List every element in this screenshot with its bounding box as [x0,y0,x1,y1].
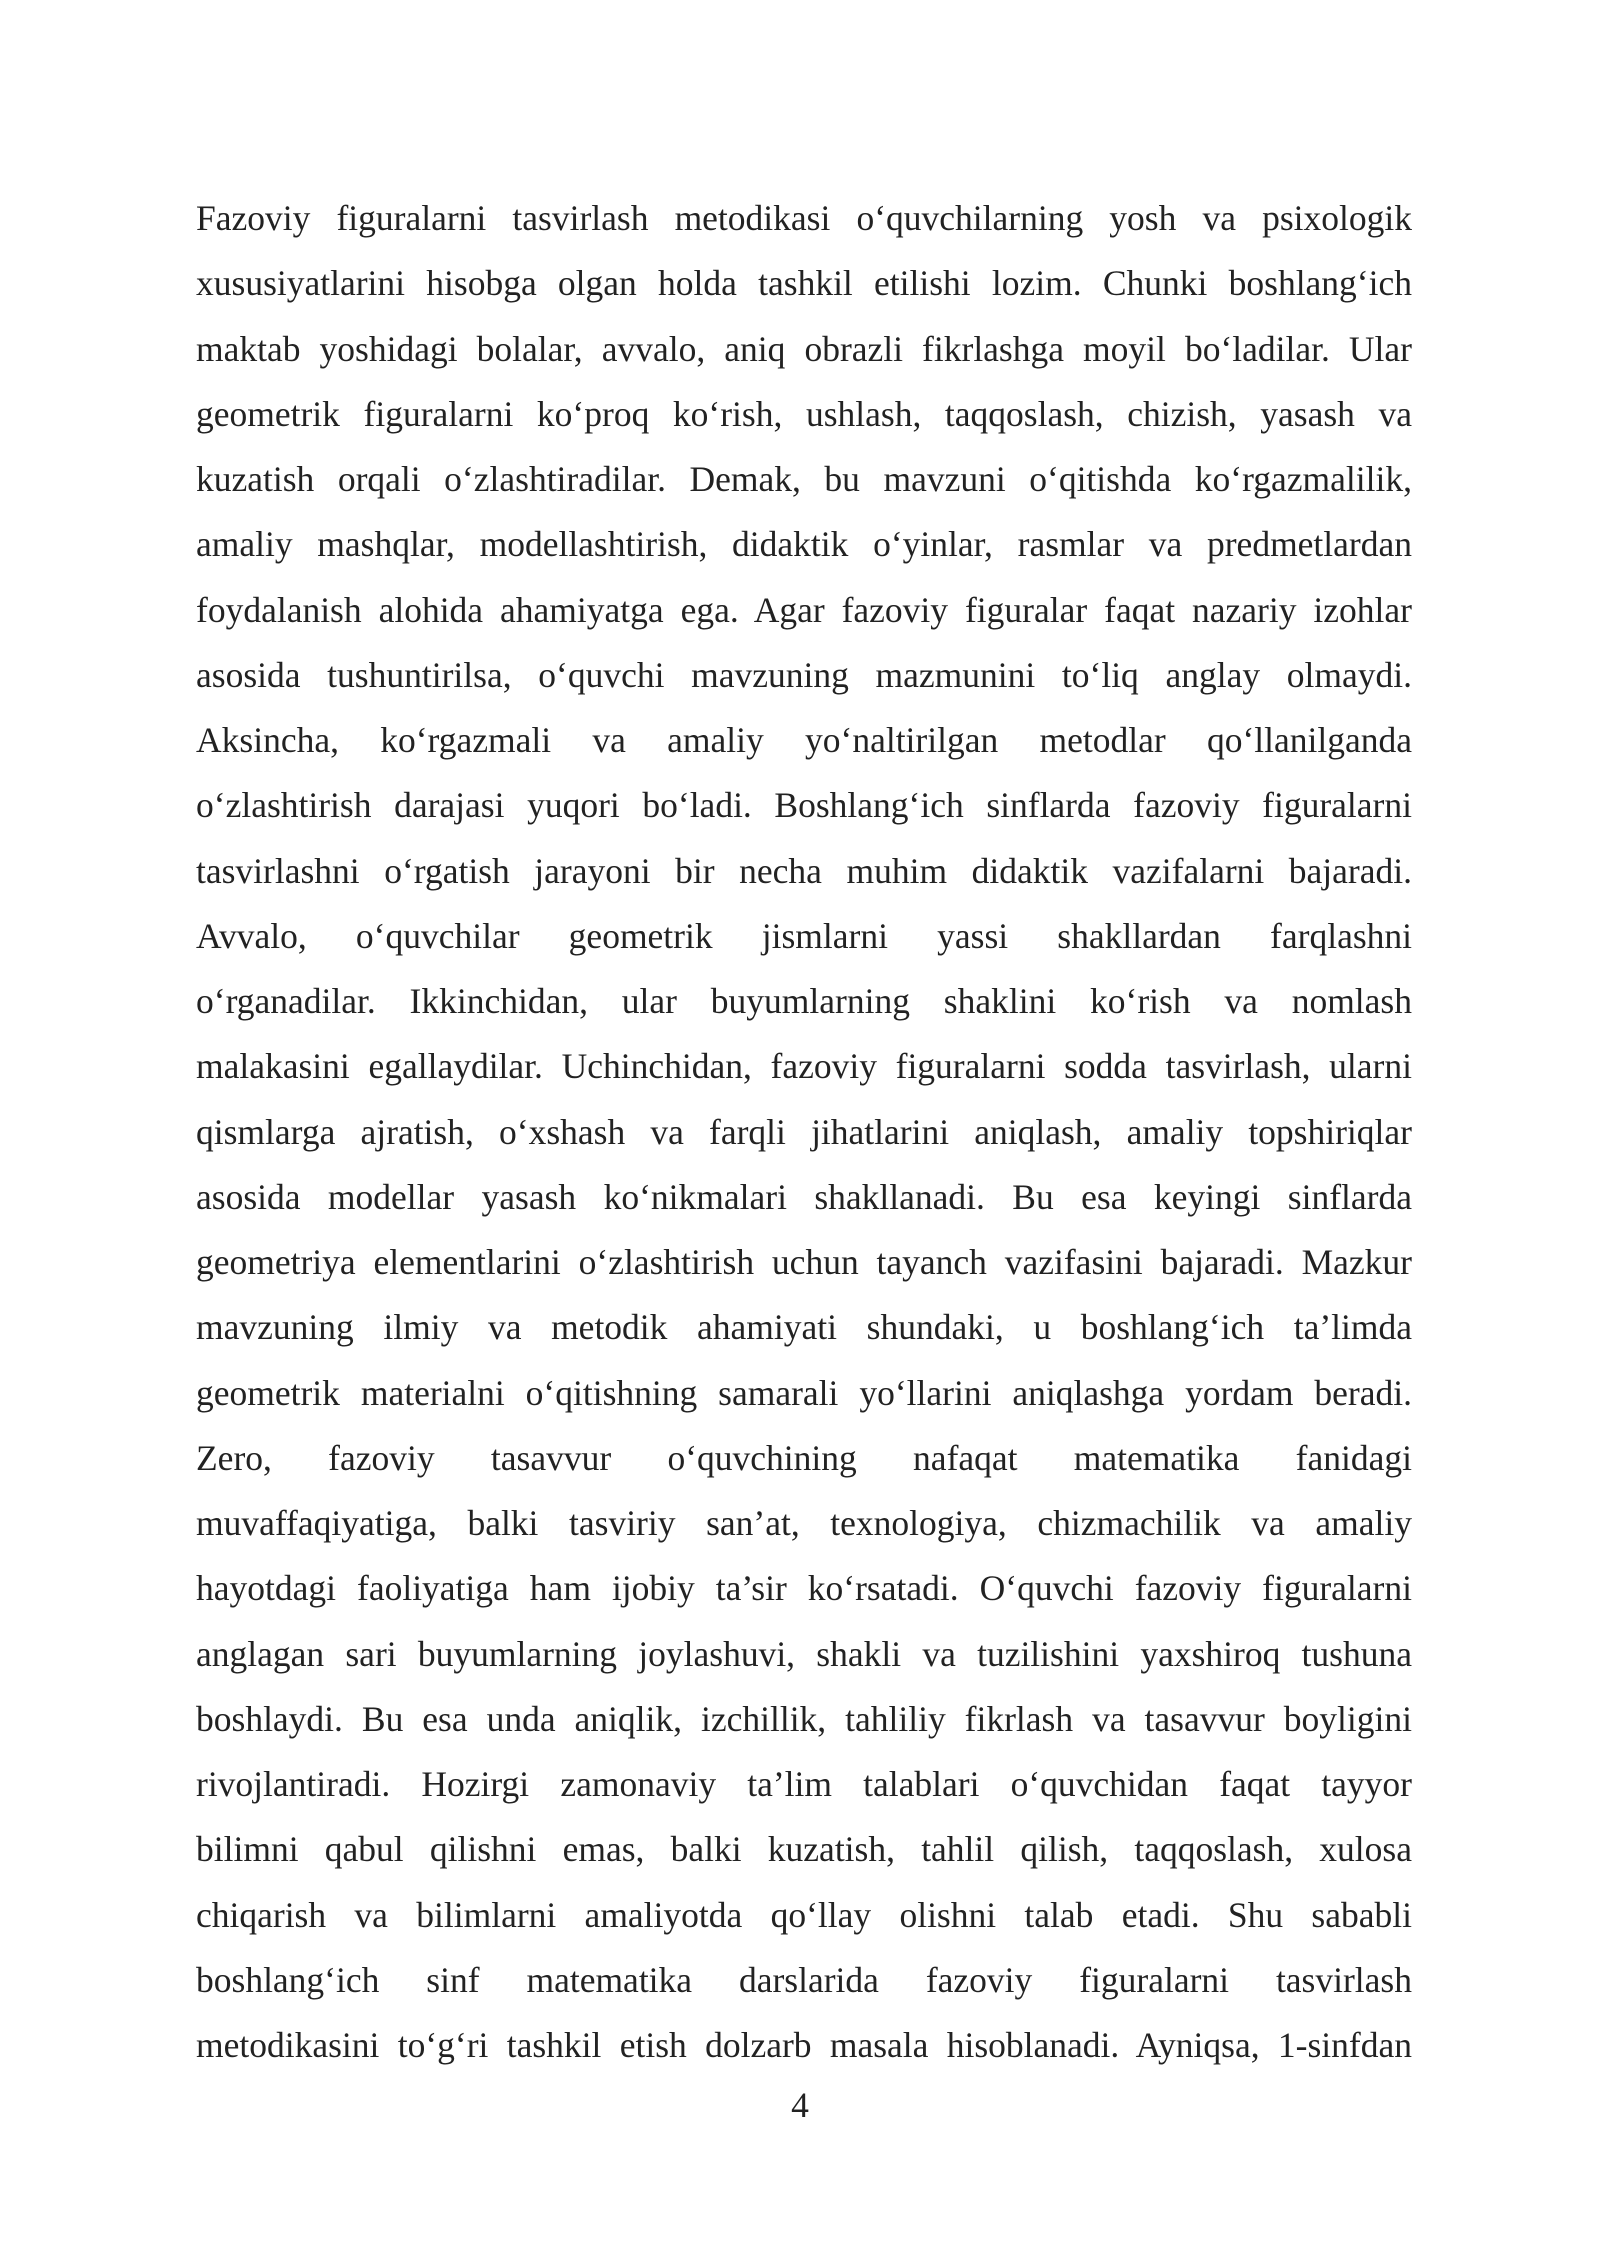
text-line: asosida modellar yasash ko‘nikmalari shakllanadi. Bu esa keyingi sinflarda [196,1176,1412,1217]
text-line: geometrik figuralarni ko‘proq ko‘rish, ushlash, taqqoslash, chizish, yasash va [196,393,1412,434]
text-line: xususiyatlarini hisobga olgan holda tashkil etilishi lozim. Chunki boshlang‘ich [196,263,1412,304]
text-line: Aksincha, ko‘rgazmali va amaliy yo‘naltirilgan metodlar qo‘llanilganda [196,720,1412,760]
text-line: metodikasini to‘g‘ri tashkil etish dolzarb masala hisoblanadi. Ayniqsa, 1-sinfdan [196,2025,1412,2065]
text-line: bilimni qabul qilishni emas, balki kuzatish, tahlil qilish, taqqoslash, xulosa [196,1829,1412,1870]
text-line: hayotdagi faoliyatiga ham ijobiy ta’sir ko‘rsatadi. O‘quvchi fazoviy figuralarni [196,1568,1412,1609]
text-line: muvaffaqiyatiga, balki tasviriy san’at, texnologiya, chizmachilik va amaliy [196,1503,1412,1543]
text-line: qismlarga ajratish, o‘xshash va farqli jihatlarini aniqlash, amaliy topshiriqlar [196,1111,1412,1152]
text-line: tasvirlashni o‘rgatish jarayoni bir necha muhim didaktik vazifalarni bajaradi. [196,850,1412,891]
body-paragraph [196,186,1412,2078]
text-line: Zero, fazoviy tasavvur o‘quvchining nafaqat matematika fanidagi [196,1437,1412,1478]
text-line: o‘rganadilar. Ikkinchidan, ular buyumlarning shaklini ko‘rish va nomlash [196,981,1412,1021]
text-line: geometrik materialni o‘qitishning samarali yo‘llarini aniqlashga yordam beradi. [196,1372,1412,1413]
text-line: malakasini egallaydilar. Uchinchidan, fazoviy figuralarni sodda tasvirlash, ularni [196,1046,1412,1087]
text-line: Fazoviy figuralarni tasvirlash metodikasi o‘quvchilarning yosh va psixologik [196,198,1412,238]
text-line: chiqarish va bilimlarni amaliyotda qo‘llay olishni talab etadi. Shu sababli [196,1894,1412,1935]
text-line: mavzuning ilmiy va metodik ahamiyati shundaki, u boshlang‘ich ta’limda [196,1307,1412,1348]
page-number: 4 [791,2085,809,2125]
text-line: boshlang‘ich sinf matematika darslarida fazoviy figuralarni tasvirlash [196,1959,1412,2000]
text-line: anglagan sari buyumlarning joylashuvi, shakli va tuzilishini yaxshiroq tushuna [196,1633,1412,1674]
text-line: amaliy mashqlar, modellashtirish, didaktik o‘yinlar, rasmlar va predmetlardan [196,524,1412,565]
text-line: geometriya elementlarini o‘zlashtirish uchun tayanch vazifasini bajaradi. Mazkur [196,1242,1412,1282]
text-line: foydalanish alohida ahamiyatga ega. Agar fazoviy figuralar faqat nazariy izohlar [196,589,1412,630]
text-line: maktab yoshidagi bolalar, avvalo, aniq obrazli fikrlashga moyil bo‘ladilar. Ular [196,328,1412,369]
text-line: asosida tushuntirilsa, o‘quvchi mavzuning mazmunini to‘liq anglay olmaydi. [196,654,1412,695]
text-line: o‘zlashtirish darajasi yuqori bo‘ladi. Boshlang‘ich sinflarda fazoviy figuralarni [196,785,1412,826]
text-line: kuzatish orqali o‘zlashtiradilar. Demak, bu mavzuni o‘qitishda ko‘rgazmalilik, [196,459,1412,499]
text-line: boshlaydi. Bu esa unda aniqlik, izchillik, tahliliy fikrlash va tasavvur boyligini [196,1698,1412,1739]
text-line: rivojlantiradi. Hozirgi zamonaviy ta’lim talablari o‘quvchidan faqat tayyor [196,1764,1412,1804]
text-line: Avvalo, o‘quvchilar geometrik jismlarni yassi shakllardan farqlashni [196,915,1412,956]
